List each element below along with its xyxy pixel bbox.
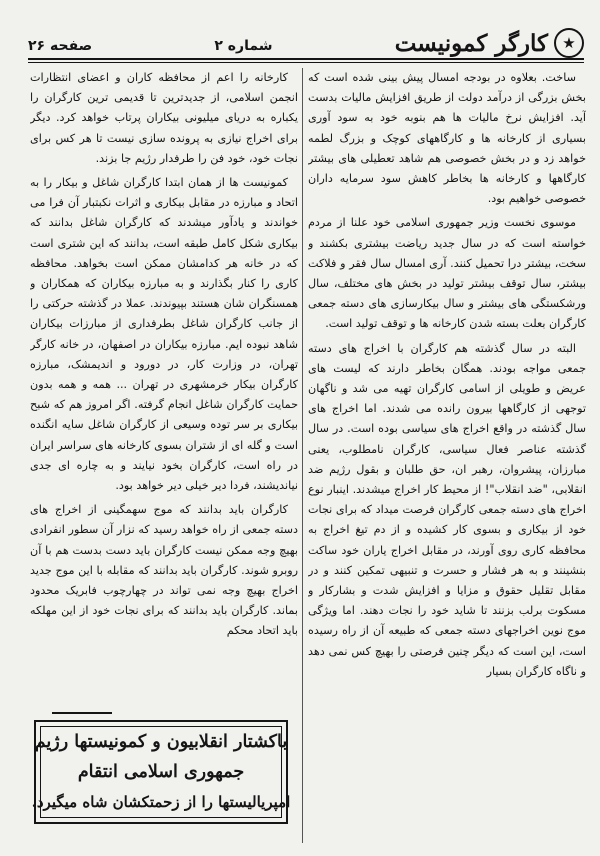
paragraph: کارخانه را اعم از محافظه کاران و اعضای انتظارات انجمن اسلامی، از جدیدترین تا قدیمی ترین کارگران را یکباره به دریای میلیونی بیکاران پرتاب خواهد کرد. دیگر برای اخراج نیازی به پرونده سازی نیست تا هر کس برای نجات خود، خود فن را طرفدار رژیم جا بزند.: [30, 71, 298, 165]
section-end-rule: [52, 712, 112, 714]
slogan-line: باکشتار انقلابیون و کمونیستها رژیم: [34, 732, 288, 752]
header-rule: [28, 58, 584, 60]
article-column-left: [30, 68, 298, 708]
paragraph: کمونیست ها از همان ابتدا کارگران شاغل و بیکار را به اتحاد و مبارزه در مقابل بیکاری و اثرات نکبتبار آن فرا می خواندند و یادآور میشدند که کارگران شاغل بدانند که بیکاری شکل کامل طبقه است، بدانند که این شتری است که در خانه هر کدامشان ممکن است بخواهد. محافظه کاری را کنار بگذارند و به مبارزه بیکاران که همکاران و همسنگران شان هستند بپیوندند. عملا در گذشته حرکتی را از جانب کارگران شاغل بطرفداری از مبارزات بیکاران شاهد نبوده ایم. مبارزه بیکاران در اصفهان، در خانه کارگر تهران، در وزارت کار، در دورود و اندیمشک، مبارزه کارگران بیکار خرمشهری در تهران ... همه و همه بدون حمایت کارگران شاغل انجام گرفته. اگر امروز هم که شبح بیکاری بر سر توده وسیعی از کارگران شاغل سایه انگنده است و گله ای از شتران بسوی کارخانه های سراسر ایران در راه است، کارگران بخود نیایند و به چاره ای جدی نیاندیشند، فردا دیر خیلی دیر خواهد بود.: [30, 176, 298, 493]
paragraph: البته در سال گذشته هم کارگران با اخراج های دسته جمعی مواجه بودند. همگان بخاطر دارند که لیست های عریض و طویلی از اسامی کارگران تهیه می شد و ناگهان توجهی از کارگاهها بیرون رانده می شدند. اما اخراج های سال گذشته در واقع اخراج های سیاسی بوده است. در سال گذشته عناصر فعال سیاسی، کارگران نامطلوب، یعنی مبارزان، پیشروان، رهبر ان، حق طلبان و بقول رژیم ضد انقلابی، "ضد انقلاب"! از محیط کار اخراج میشدند. اینبار نوع اخراج های دسته جمعی کارگران فرصت میداد که برای نجات خود از بیکاری و بسوی کار کشیده و از دم تیغ اخراج به محافظه کاری روی آورند، در مقابل اخراج یاران خود ساکت بنشینند و به هر فشار و حسرت و تنبیهی تمکین کنند و در مقابل تقلیل حقوق و مزایا و افزایش شدت و بشارکار و مسکوت برلب بزنند تا شاید خود را نجات دهند. اما ویژگی موج نوین اخراجهای دسته جمعی که طبیعه آن از راه رسیده است، این است که دیگر چنین فرصتی را بهیچ کس نمی دهد و ناگاه کارگران بسیار: [308, 341, 586, 678]
header-rule-thin: [28, 62, 584, 63]
column-divider: [302, 68, 303, 843]
star-logo-icon: ★: [554, 28, 584, 58]
issue-number: شماره ۲: [214, 38, 273, 54]
page-number: صفحه ۲۶: [28, 38, 93, 54]
slogan-line: امپریالیستها را از زحمتکشان شاه میگیرد.: [31, 793, 291, 811]
slogan-line: جمهوری اسلامی انتقام: [77, 762, 245, 782]
paragraph: ساخت. بعلاوه در بودجه امسال پیش بینی شده است که بخش بزرگی از درآمد دولت از طریق افزایش مالیات بدست آید. افزایش نرخ مالیات ها هم بنوبه خود به سود آوری بسیاری از کارخانه ها و کارگاههای کوچک و بزرگ لطمه خواهد زد و در بخش خصوصی هم شاهد تعطیلی های بیشتر کارگاهها و کارخانه ها بخاطر کاهش سود سرمایه داران خصوصی خواهیم بود.: [308, 71, 586, 206]
slogan-box: [31, 720, 291, 824]
paragraph: کارگران باید بدانند که موج سهمگینی از اخراج های دسته جمعی از راه خواهد رسید که نزار آن سطور انفرادی بهیچ وجه ممکن نیست کارگران باید دست بدست هم با آن روبرو شوند. کارگران باید بدانند که مقابله با این موج جدید اخراج بهیچ وجه نمی تواند در چهارچوب فابریک محدود بماند. کارگران باید بدانند که برای نجات خود از این مهلکه باید اتحاد محکم: [30, 503, 298, 638]
publication-brand: [395, 28, 584, 58]
masthead: [28, 14, 584, 58]
publication-title: کارگر کمونیست: [394, 29, 548, 57]
paragraph: موسوی نخست وزیر جمهوری اسلامی خود علنا از مردم خواسته است که در سال جدید رياضت بیشتری بکشند و سخت، بیشتر درا تحمیل کنند. آری امسال سال فقر و فلاکت بیشتر، سال توقف بیشتر تولید در بخش های مختلف، سال ورشکستگی های بیشتر و سال بیکارسازی های دسته جمعی کارگران بعلت بسته شدن کارخانه ها و توقف تولید است.: [308, 216, 586, 331]
article-column-right: [308, 68, 586, 838]
